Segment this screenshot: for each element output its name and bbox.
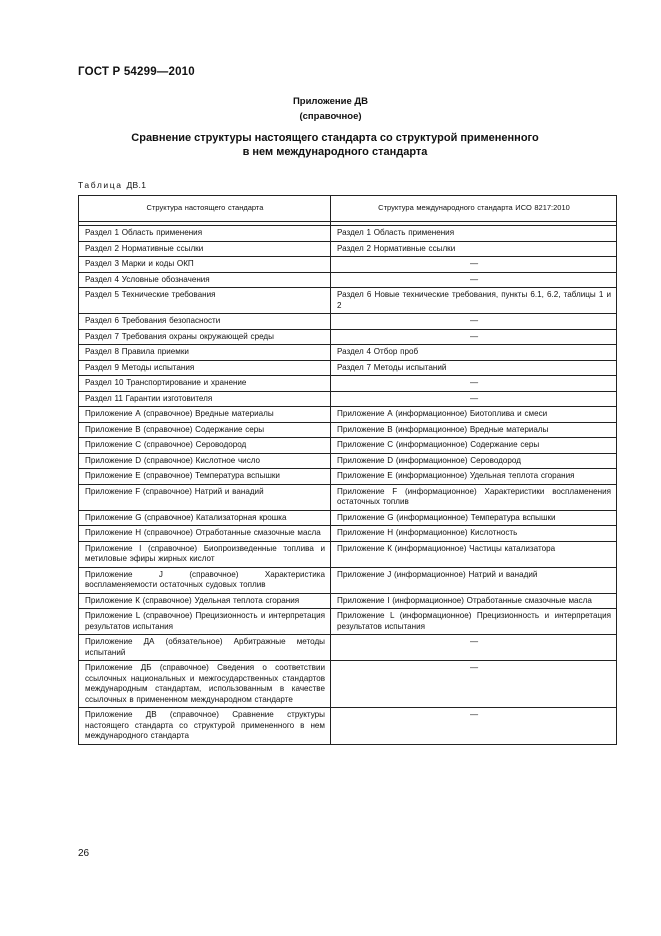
international-structure-cell: Раздел 7 Методы испытаний [331, 360, 617, 376]
international-structure-cell: Приложение F (информационное) Характеристики воспламенения остаточных топлив [331, 484, 617, 510]
national-structure-cell: Приложение F (справочное) Натрий и ванадий [79, 484, 331, 510]
international-structure-cell: Приложение L (информационное) Прецизионность и интерпретация результатов испытания [331, 609, 617, 635]
international-structure-cell: — [331, 635, 617, 661]
national-structure-cell: Приложение D (справочное) Кислотное число [79, 453, 331, 469]
table-row [79, 635, 617, 661]
international-structure-cell: Приложение J (информационное) Натрий и ванадий [331, 567, 617, 593]
table-row [79, 422, 617, 438]
national-structure-cell: Приложение А (справочное) Вредные материалы [79, 407, 331, 423]
table-caption [78, 180, 146, 190]
table-header-row [79, 196, 617, 222]
international-structure-cell: Приложение С (информационное) Содержание серы [331, 438, 617, 454]
national-structure-cell: Приложение ДА (обязательное) Арбитражные методы испытаний [79, 635, 331, 661]
national-structure-cell: Приложение Н (справочное) Отработанные смазочные масла [79, 526, 331, 542]
national-structure-cell: Приложение Е (справочное) Температура вспышки [79, 469, 331, 485]
table-row [79, 376, 617, 392]
national-structure-cell: Приложение К (справочное) Удельная теплота сгорания [79, 593, 331, 609]
table-row [79, 484, 617, 510]
international-structure-cell: Приложение Е (информационное) Удельная теплота сгорания [331, 469, 617, 485]
table-row [79, 541, 617, 567]
table-row [79, 257, 617, 273]
national-structure-cell: Приложение J (справочное) Характеристика воспламеняемости остаточных судовых топлив [79, 567, 331, 593]
table-row [79, 391, 617, 407]
national-structure-cell: Приложение ДВ (справочное) Сравнение структуры настоящего стандарта со структурой примененного в нем международного стандарта [79, 708, 331, 745]
national-structure-cell: Раздел 8 Правила приемки [79, 345, 331, 361]
national-structure-cell: Приложение ДБ (справочное) Сведения о соответствии ссылочных национальных и межгосударственных стандартов международным стандартам, использованным в качестве ссылочных в примененном международном стандарте [79, 661, 331, 708]
table-row [79, 453, 617, 469]
table-row [79, 272, 617, 288]
international-structure-cell: Приложение В (информационное) Вредные материалы [331, 422, 617, 438]
national-structure-cell: Раздел 3 Марки и коды ОКП [79, 257, 331, 273]
international-structure-cell: Приложение Н (информационное) Кислотность [331, 526, 617, 542]
international-structure-cell: — [331, 661, 617, 708]
table-row [79, 609, 617, 635]
international-structure-cell: — [331, 391, 617, 407]
table-row [79, 226, 617, 242]
appendix-status: (справочное) [299, 111, 362, 122]
national-structure-cell: Приложение G (справочное) Катализаторная крошка [79, 510, 331, 526]
table-row [79, 567, 617, 593]
table-row [79, 314, 617, 330]
international-structure-cell: — [331, 257, 617, 273]
international-structure-cell: Раздел 4 Отбор проб [331, 345, 617, 361]
national-structure-cell: Раздел 9 Методы испытания [79, 360, 331, 376]
international-structure-cell: Приложение D (информационное) Сероводород [331, 453, 617, 469]
document-title-line-1: Сравнение структуры настоящего стандарта со структурой примененного [131, 132, 539, 144]
national-structure-cell: Приложение С (справочное) Сероводород [79, 438, 331, 454]
international-structure-cell: — [331, 376, 617, 392]
table-row [79, 510, 617, 526]
document-title [100, 131, 570, 159]
column-header-international: Структура международного стандарта ИСО 8217:2010 [331, 196, 617, 222]
international-structure-cell: — [331, 708, 617, 745]
international-structure-cell: — [331, 329, 617, 345]
table-row [79, 345, 617, 361]
national-structure-cell: Раздел 7 Требования охраны окружающей среды [79, 329, 331, 345]
table-row [79, 288, 617, 314]
international-structure-cell: Приложение I (информационное) Отработанные смазочные масла [331, 593, 617, 609]
national-structure-cell: Приложение В (справочное) Содержание серы [79, 422, 331, 438]
international-structure-cell: Приложение К (информационное) Частицы катализатора [331, 541, 617, 567]
comparison-table [78, 195, 617, 745]
table-row [79, 438, 617, 454]
table-row [79, 360, 617, 376]
table-row [79, 526, 617, 542]
document-code: ГОСТ Р 54299—2010 [78, 66, 195, 78]
table-row [79, 241, 617, 257]
national-structure-cell: Приложение I (справочное) Биопроизведенные топлива и метиловые эфиры жирных кислот [79, 541, 331, 567]
national-structure-cell: Раздел 5 Технические требования [79, 288, 331, 314]
table-row [79, 407, 617, 423]
column-header-national: Структура настоящего стандарта [79, 196, 331, 222]
international-structure-cell: — [331, 314, 617, 330]
table-caption-word: Таблица [78, 180, 123, 190]
document-title-line-2: в нем международного стандарта [242, 146, 428, 158]
international-structure-cell: Раздел 2 Нормативные ссылки [331, 241, 617, 257]
table-body [79, 222, 617, 745]
table-row [79, 708, 617, 745]
table-row [79, 661, 617, 708]
table-caption-number: ДВ.1 [126, 180, 147, 190]
page-number: 26 [78, 848, 90, 859]
table-row [79, 593, 617, 609]
national-structure-cell: Раздел 1 Область применения [79, 226, 331, 242]
international-structure-cell: Раздел 1 Область применения [331, 226, 617, 242]
table-row [79, 469, 617, 485]
national-structure-cell: Раздел 4 Условные обозначения [79, 272, 331, 288]
national-structure-cell: Раздел 6 Требования безопасности [79, 314, 331, 330]
table-row [79, 329, 617, 345]
international-structure-cell: Приложение G (информационное) Температура вспышки [331, 510, 617, 526]
international-structure-cell: Приложение А (информационное) Биотоплива и смеси [331, 407, 617, 423]
national-structure-cell: Раздел 11 Гарантии изготовителя [79, 391, 331, 407]
national-structure-cell: Приложение L (справочное) Прецизионность и интерпретация результатов испытания [79, 609, 331, 635]
appendix-title: Приложение ДВ [292, 96, 369, 107]
international-structure-cell: — [331, 272, 617, 288]
international-structure-cell: Раздел 6 Новые технические требования, пункты 6.1, 6.2, таблицы 1 и 2 [331, 288, 617, 314]
national-structure-cell: Раздел 2 Нормативные ссылки [79, 241, 331, 257]
national-structure-cell: Раздел 10 Транспортирование и хранение [79, 376, 331, 392]
